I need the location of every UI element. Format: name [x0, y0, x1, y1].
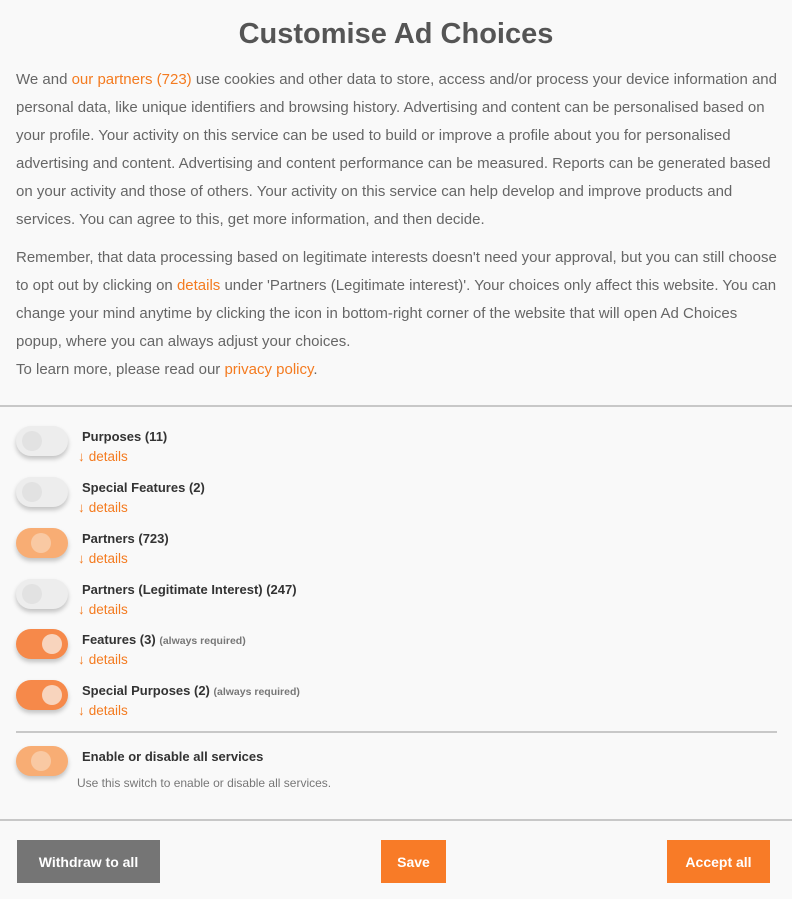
arrow-down-icon: ↓ — [78, 652, 85, 667]
arrow-down-icon: ↓ — [78, 449, 85, 464]
intro-paragraph-2: Remember, that data processing based on legitimate interests doesn't need your approval, but you can still choose to opt out by clicking on details under 'Partners (Legitimate interest)'. Your choices only affect this website. You can change your mind anytime by clicking the icon in bottom-right corner of the website that will open Ad Choices popup, where you can always adjust your choices. To learn more, please read our privacy policy. — [16, 249, 777, 378]
accept-all-button[interactable]: Accept all — [667, 840, 770, 883]
category-label: Purposes (11) — [82, 429, 168, 444]
bottom-divider — [0, 819, 792, 821]
inner-divider — [16, 731, 777, 733]
category-toggle[interactable] — [16, 477, 68, 507]
details-link[interactable]: details — [176, 277, 221, 294]
intro-text — [16, 66, 780, 384]
page-title: Customise Ad Choices — [238, 18, 554, 50]
intro-paragraph-1: We and our partners (723) use cookies and other data to store, access and/or process your device information and personal data, like unique identifiers and browsing history. Advertising and content can be personalised based on your profile. Your activity on this service can be used to build or improve a profile about you for personalised advertising and content. Advertising and content performance can be measured. Reports can be generated based on your activity and those of others. Your activity on this service can help develop and improve products and services. You can agree to this, get more information, and then decide. — [16, 71, 777, 228]
toggle-knob — [42, 634, 62, 654]
toggle-knob — [31, 533, 51, 553]
arrow-down-icon: ↓ — [78, 602, 85, 617]
details-link[interactable]: ↓ details — [78, 652, 128, 667]
arrow-down-icon: ↓ — [78, 551, 85, 566]
details-link[interactable]: ↓ details — [78, 449, 128, 464]
toggle-knob — [22, 584, 42, 604]
category-label: Partners (Legitimate Interest) (247) — [82, 582, 297, 597]
category-toggle[interactable] — [16, 426, 68, 456]
save-button[interactable]: Save — [381, 840, 446, 883]
toggle-knob — [31, 751, 51, 771]
toggle-knob — [22, 431, 42, 451]
all-services-label: Enable or disable all services — [82, 749, 264, 764]
toggle-knob — [22, 482, 42, 502]
all-services-toggle[interactable] — [16, 746, 68, 776]
category-label: Features (3) (always required) — [82, 632, 246, 647]
category-toggle[interactable] — [16, 579, 68, 609]
privacy-policy-link[interactable]: privacy policy — [224, 361, 314, 378]
partners-link[interactable]: our partners (723) — [71, 71, 192, 88]
details-link[interactable]: ↓ details — [78, 551, 128, 566]
category-label: Partners (723) — [82, 531, 169, 546]
arrow-down-icon: ↓ — [78, 500, 85, 515]
always-required-note: (always required) — [159, 635, 246, 647]
category-toggle[interactable] — [16, 629, 68, 659]
always-required-note: (always required) — [213, 686, 300, 698]
top-divider — [0, 405, 792, 407]
category-toggle[interactable] — [16, 680, 68, 710]
withdraw-all-button[interactable]: Withdraw to all — [17, 840, 160, 883]
arrow-down-icon: ↓ — [78, 703, 85, 718]
category-label: Special Features (2) — [82, 480, 205, 495]
category-label: Special Purposes (2) (always required) — [82, 683, 300, 698]
all-services-hint: Use this switch to enable or disable all services. — [77, 776, 332, 790]
details-link[interactable]: ↓ details — [78, 500, 128, 515]
details-link[interactable]: ↓ details — [78, 602, 128, 617]
category-toggle[interactable] — [16, 528, 68, 558]
details-link[interactable]: ↓ details — [78, 703, 128, 718]
toggle-knob — [42, 685, 62, 705]
